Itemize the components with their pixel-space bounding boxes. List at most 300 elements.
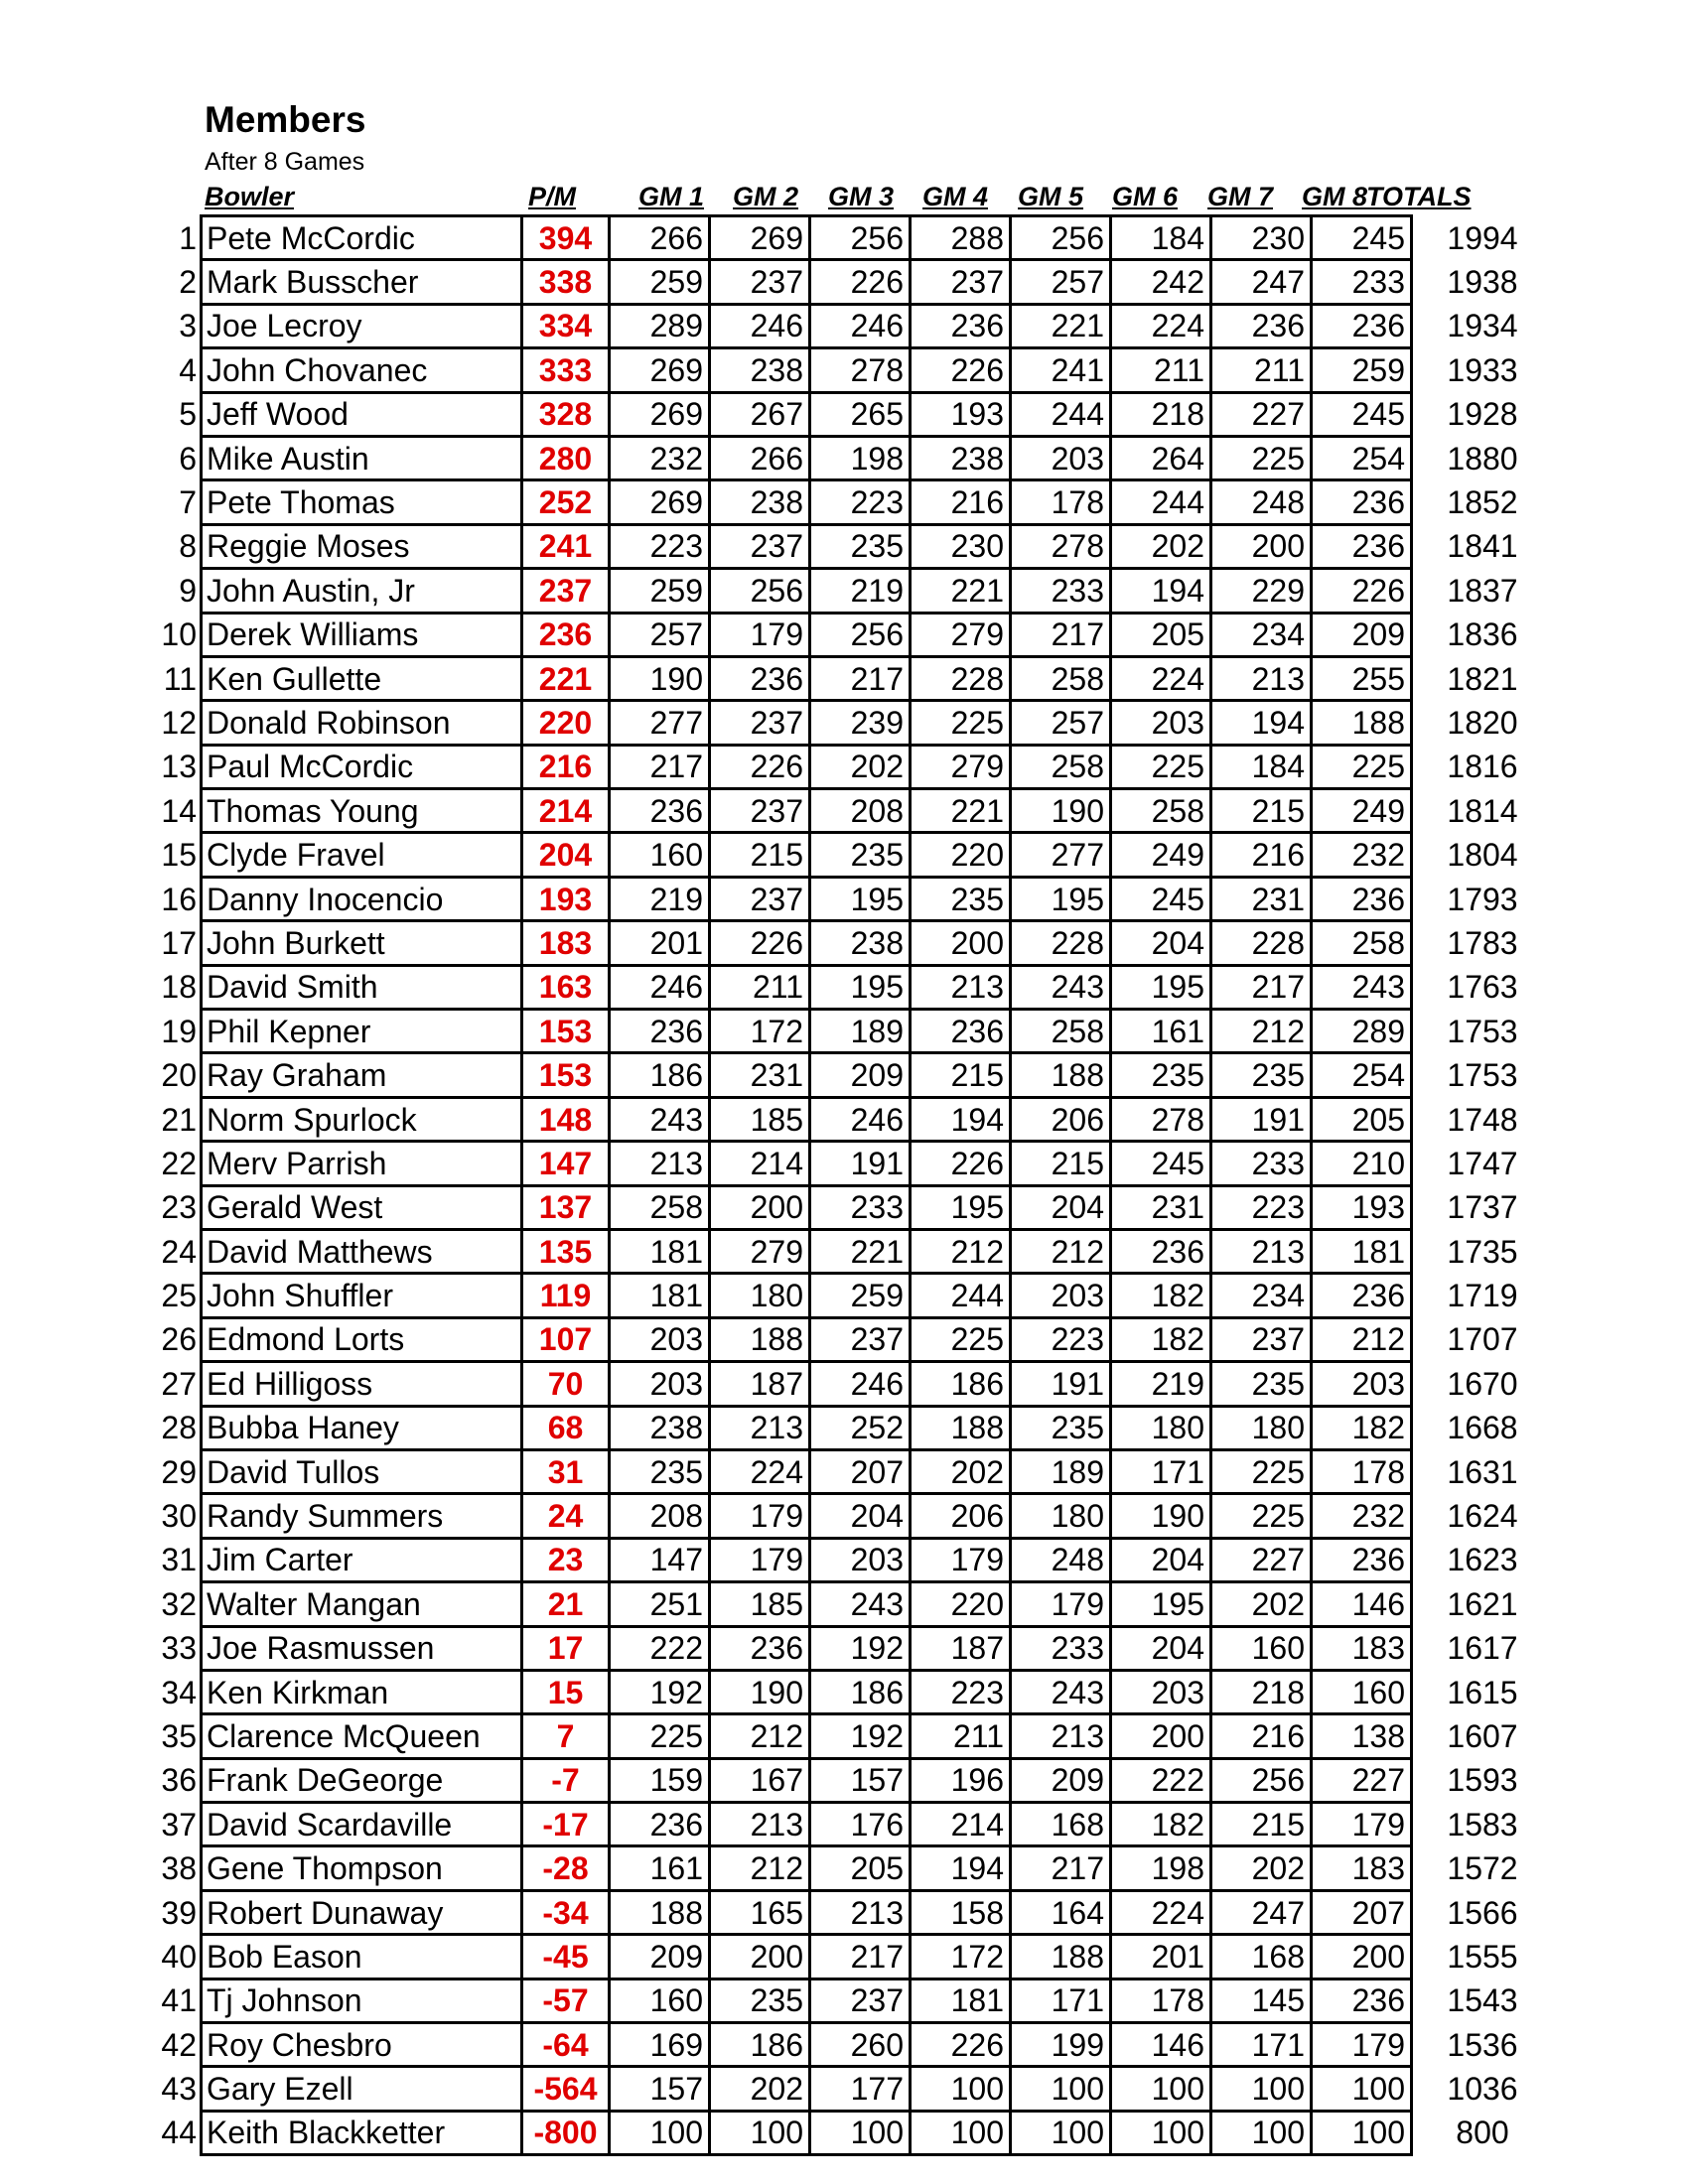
game-7-score-cell: 200: [1211, 524, 1312, 568]
game-5-score-cell: 248: [1011, 1538, 1111, 1581]
game-4-score-cell: 225: [911, 1317, 1011, 1361]
game-8-score-cell: 236: [1312, 1274, 1412, 1317]
game-2-score-cell: 202: [710, 2067, 810, 2111]
game-7-score-cell: 228: [1211, 921, 1312, 965]
rank-cell: 39: [161, 1894, 197, 1931]
game-7-score-cell: 234: [1211, 613, 1312, 656]
game-2-score-cell: 237: [710, 877, 810, 920]
plus-minus-cell: -800: [522, 2111, 610, 2154]
table-row: [147, 1890, 1552, 1934]
bowler-name-cell: Pete Thomas: [202, 480, 522, 524]
game-6-score-cell: 245: [1111, 1142, 1211, 1185]
total-cell: 1934: [1447, 308, 1518, 344]
bowler-name-cell: Gary Ezell: [202, 2067, 522, 2111]
game-4-score-cell: 181: [911, 1979, 1011, 2022]
game-1-score-cell: 159: [610, 1758, 710, 1802]
game-6-score-cell: 204: [1111, 1626, 1211, 1670]
rank-cell: 4: [179, 351, 197, 388]
total-cell: 1543: [1447, 1982, 1518, 2019]
game-6-score-cell: 211: [1111, 348, 1211, 392]
game-5-score-cell: 217: [1011, 613, 1111, 656]
total-cell: 1820: [1447, 704, 1518, 741]
game-6-score-cell: 224: [1111, 1890, 1211, 1934]
game-1-score-cell: 269: [610, 392, 710, 436]
game-8-score-cell: 226: [1312, 569, 1412, 613]
table-row: [147, 348, 1552, 392]
game-1-score-cell: 277: [610, 701, 710, 745]
bowler-name-cell: Keith Blackketter: [202, 2111, 522, 2154]
game-4-score-cell: 279: [911, 613, 1011, 656]
bowler-name-cell: Robert Dunaway: [202, 1890, 522, 1934]
game-8-score-cell: 183: [1312, 1626, 1412, 1670]
game-5-score-cell: 217: [1011, 1846, 1111, 1890]
total-cell: 1737: [1447, 1189, 1518, 1226]
game-3-score-cell: 205: [810, 1846, 911, 1890]
game-8-score-cell: 236: [1312, 877, 1412, 920]
game-1-score-cell: 208: [610, 1494, 710, 1538]
game-7-score-cell: 225: [1211, 1494, 1312, 1538]
game-4-score-cell: 211: [911, 1714, 1011, 1758]
column-header-totals: TOTALS: [1366, 182, 1472, 211]
table-row: [147, 1053, 1552, 1097]
game-6-score-cell: 225: [1111, 745, 1211, 788]
game-2-score-cell: 172: [710, 1010, 810, 1053]
rank-cell: 2: [179, 264, 197, 301]
game-3-score-cell: 177: [810, 2067, 911, 2111]
game-7-score-cell: 212: [1211, 1010, 1312, 1053]
game-2-score-cell: 188: [710, 1317, 810, 1361]
game-8-score-cell: 179: [1312, 2023, 1412, 2067]
game-4-score-cell: 172: [911, 1935, 1011, 1979]
game-8-score-cell: 227: [1312, 1758, 1412, 1802]
table-row: [147, 2111, 1552, 2154]
game-2-score-cell: 256: [710, 569, 810, 613]
total-cell: 1938: [1447, 264, 1518, 301]
plus-minus-cell: 204: [522, 833, 610, 877]
table-row: [147, 524, 1552, 568]
game-8-score-cell: 181: [1312, 1229, 1412, 1273]
game-6-score-cell: 222: [1111, 1758, 1211, 1802]
plus-minus-cell: 241: [522, 524, 610, 568]
bowler-name-cell: Tj Johnson: [202, 1979, 522, 2022]
game-8-score-cell: 236: [1312, 1538, 1412, 1581]
column-header-gm5: GM 5: [1018, 182, 1084, 211]
game-5-score-cell: 257: [1011, 701, 1111, 745]
game-7-score-cell: 145: [1211, 1979, 1312, 2022]
total-cell: 1624: [1447, 1498, 1518, 1535]
column-header-gm4: GM 4: [922, 182, 989, 211]
bowler-name-cell: Phil Kepner: [202, 1010, 522, 1053]
plus-minus-cell: 214: [522, 789, 610, 833]
game-8-score-cell: 193: [1312, 1185, 1412, 1229]
total-cell: 1763: [1447, 969, 1518, 1006]
rank-cell: 16: [161, 881, 197, 917]
plus-minus-cell: 68: [522, 1406, 610, 1449]
game-3-score-cell: 256: [810, 216, 911, 260]
game-2-score-cell: 185: [710, 1582, 810, 1626]
game-1-score-cell: 222: [610, 1626, 710, 1670]
plus-minus-cell: -564: [522, 2067, 610, 2111]
game-6-score-cell: 195: [1111, 965, 1211, 1009]
total-cell: 1566: [1447, 1894, 1518, 1931]
table-row: [147, 304, 1552, 347]
column-header-gm8: GM 8: [1302, 182, 1368, 211]
game-8-score-cell: 207: [1312, 1890, 1412, 1934]
column-header-bowler: Bowler: [205, 182, 295, 211]
game-5-score-cell: 209: [1011, 1758, 1111, 1802]
game-7-score-cell: 247: [1211, 1890, 1312, 1934]
game-4-score-cell: 230: [911, 524, 1011, 568]
game-5-score-cell: 191: [1011, 1362, 1111, 1406]
table-row: [147, 1406, 1552, 1449]
bowler-name-cell: Clyde Fravel: [202, 833, 522, 877]
game-6-score-cell: 182: [1111, 1803, 1211, 1846]
game-1-score-cell: 217: [610, 745, 710, 788]
game-6-score-cell: 203: [1111, 701, 1211, 745]
game-2-score-cell: 237: [710, 701, 810, 745]
column-header-pm: P/M: [528, 182, 577, 211]
bowler-name-cell: Bubba Haney: [202, 1406, 522, 1449]
total-cell: 1631: [1447, 1453, 1518, 1490]
game-5-score-cell: 212: [1011, 1229, 1111, 1273]
game-6-score-cell: 195: [1111, 1582, 1211, 1626]
game-7-score-cell: 100: [1211, 2111, 1312, 2154]
total-cell: 1615: [1447, 1674, 1518, 1710]
column-header-gm7: GM 7: [1207, 182, 1274, 211]
rank-cell: 34: [161, 1674, 197, 1710]
plus-minus-cell: 333: [522, 348, 610, 392]
game-8-score-cell: 212: [1312, 1317, 1412, 1361]
total-cell: 1837: [1447, 572, 1518, 609]
total-cell: 1617: [1447, 1630, 1518, 1667]
bowler-name-cell: Thomas Young: [202, 789, 522, 833]
rank-cell: 35: [161, 1717, 197, 1754]
game-4-score-cell: 212: [911, 1229, 1011, 1273]
game-5-score-cell: 241: [1011, 348, 1111, 392]
rank-cell: 25: [161, 1278, 197, 1314]
game-2-score-cell: 179: [710, 613, 810, 656]
total-cell: 1933: [1447, 351, 1518, 388]
game-3-score-cell: 278: [810, 348, 911, 392]
bowler-name-cell: Derek Williams: [202, 613, 522, 656]
rank-cell: 23: [161, 1189, 197, 1226]
game-7-score-cell: 227: [1211, 1538, 1312, 1581]
game-6-score-cell: 190: [1111, 1494, 1211, 1538]
rank-cell: 38: [161, 1850, 197, 1887]
game-8-score-cell: 146: [1312, 1582, 1412, 1626]
game-6-score-cell: 178: [1111, 1979, 1211, 2022]
game-2-score-cell: 213: [710, 1803, 810, 1846]
game-5-score-cell: 235: [1011, 1406, 1111, 1449]
game-1-score-cell: 235: [610, 1449, 710, 1493]
table-row: [147, 613, 1552, 656]
bowler-name-cell: Reggie Moses: [202, 524, 522, 568]
rank-cell: 7: [179, 484, 197, 521]
plus-minus-cell: 153: [522, 1010, 610, 1053]
game-8-score-cell: 259: [1312, 348, 1412, 392]
game-5-score-cell: 258: [1011, 656, 1111, 700]
rank-cell: 21: [161, 1101, 197, 1138]
game-2-score-cell: 211: [710, 965, 810, 1009]
game-1-score-cell: 251: [610, 1582, 710, 1626]
game-5-score-cell: 228: [1011, 921, 1111, 965]
plus-minus-cell: -64: [522, 2023, 610, 2067]
game-5-score-cell: 178: [1011, 480, 1111, 524]
game-1-score-cell: 225: [610, 1714, 710, 1758]
game-3-score-cell: 243: [810, 1582, 911, 1626]
game-5-score-cell: 188: [1011, 1935, 1111, 1979]
total-cell: 1836: [1447, 616, 1518, 653]
total-cell: 1536: [1447, 2026, 1518, 2063]
game-3-score-cell: 189: [810, 1010, 911, 1053]
total-cell: 1852: [1447, 484, 1518, 521]
game-8-score-cell: 254: [1312, 1053, 1412, 1097]
game-2-score-cell: 267: [710, 392, 810, 436]
game-8-score-cell: 254: [1312, 436, 1412, 479]
plus-minus-cell: 21: [522, 1582, 610, 1626]
game-2-score-cell: 266: [710, 436, 810, 479]
game-2-score-cell: 200: [710, 1185, 810, 1229]
game-5-score-cell: 164: [1011, 1890, 1111, 1934]
total-cell: 1623: [1447, 1542, 1518, 1578]
game-1-score-cell: 259: [610, 569, 710, 613]
plus-minus-cell: 7: [522, 1714, 610, 1758]
game-4-score-cell: 225: [911, 701, 1011, 745]
plus-minus-cell: 17: [522, 1626, 610, 1670]
game-1-score-cell: 203: [610, 1362, 710, 1406]
plus-minus-cell: 216: [522, 745, 610, 788]
game-3-score-cell: 239: [810, 701, 911, 745]
plus-minus-cell: 236: [522, 613, 610, 656]
game-7-score-cell: 216: [1211, 833, 1312, 877]
table-row: [147, 656, 1552, 700]
game-1-score-cell: 209: [610, 1935, 710, 1979]
table-row: [147, 833, 1552, 877]
game-5-score-cell: 199: [1011, 2023, 1111, 2067]
game-2-score-cell: 224: [710, 1449, 810, 1493]
game-3-score-cell: 219: [810, 569, 911, 613]
game-3-score-cell: 226: [810, 260, 911, 304]
total-cell: 1880: [1447, 440, 1518, 477]
column-header-gm6: GM 6: [1112, 182, 1179, 211]
game-2-score-cell: 179: [710, 1538, 810, 1581]
total-cell: 1793: [1447, 881, 1518, 917]
game-7-score-cell: 236: [1211, 304, 1312, 347]
rank-cell: 14: [161, 792, 197, 829]
table-row: [147, 1362, 1552, 1406]
bowler-name-cell: Mark Busscher: [202, 260, 522, 304]
game-5-score-cell: 203: [1011, 436, 1111, 479]
game-7-score-cell: 233: [1211, 1142, 1312, 1185]
game-7-score-cell: 180: [1211, 1406, 1312, 1449]
plus-minus-cell: 221: [522, 656, 610, 700]
game-8-score-cell: 236: [1312, 304, 1412, 347]
rank-cell: 8: [179, 528, 197, 565]
game-4-score-cell: 216: [911, 480, 1011, 524]
bowler-name-cell: Gerald West: [202, 1185, 522, 1229]
game-5-score-cell: 258: [1011, 745, 1111, 788]
game-5-score-cell: 223: [1011, 1317, 1111, 1361]
game-4-score-cell: 238: [911, 436, 1011, 479]
game-3-score-cell: 186: [810, 1670, 911, 1713]
game-6-score-cell: 204: [1111, 921, 1211, 965]
game-6-score-cell: 180: [1111, 1406, 1211, 1449]
column-header-gm3: GM 3: [828, 182, 895, 211]
bowler-name-cell: John Austin, Jr: [202, 569, 522, 613]
rank-cell: 36: [161, 1762, 197, 1799]
rank-cell: 9: [179, 572, 197, 609]
game-5-score-cell: 171: [1011, 1979, 1111, 2022]
game-1-score-cell: 236: [610, 1803, 710, 1846]
game-5-score-cell: 233: [1011, 1626, 1111, 1670]
game-6-score-cell: 100: [1111, 2111, 1211, 2154]
game-3-score-cell: 213: [810, 1890, 911, 1934]
total-cell: 1593: [1447, 1762, 1518, 1799]
game-6-score-cell: 182: [1111, 1274, 1211, 1317]
plus-minus-cell: 24: [522, 1494, 610, 1538]
rank-cell: 1: [179, 219, 197, 256]
rank-cell: 27: [161, 1365, 197, 1402]
game-3-score-cell: 235: [810, 524, 911, 568]
game-4-score-cell: 194: [911, 1097, 1011, 1141]
game-5-score-cell: 243: [1011, 1670, 1111, 1713]
game-6-score-cell: 161: [1111, 1010, 1211, 1053]
table-row: [147, 1494, 1552, 1538]
table-row: [147, 1582, 1552, 1626]
plus-minus-cell: 328: [522, 392, 610, 436]
game-4-score-cell: 279: [911, 745, 1011, 788]
rank-cell: 42: [161, 2026, 197, 2063]
bowler-name-cell: Norm Spurlock: [202, 1097, 522, 1141]
table-row: [147, 2023, 1552, 2067]
rank-cell: 11: [163, 660, 197, 697]
table-row: [147, 701, 1552, 745]
plus-minus-cell: 220: [522, 701, 610, 745]
table-row: [147, 1935, 1552, 1979]
bowler-name-cell: Randy Summers: [202, 1494, 522, 1538]
game-7-score-cell: 213: [1211, 656, 1312, 700]
game-8-score-cell: 258: [1312, 921, 1412, 965]
total-cell: 1928: [1447, 396, 1518, 433]
game-2-score-cell: 238: [710, 348, 810, 392]
game-2-score-cell: 246: [710, 304, 810, 347]
game-7-score-cell: 184: [1211, 745, 1312, 788]
table-row: [147, 1803, 1552, 1846]
game-7-score-cell: 248: [1211, 480, 1312, 524]
game-7-score-cell: 229: [1211, 569, 1312, 613]
game-4-score-cell: 244: [911, 1274, 1011, 1317]
game-7-score-cell: 234: [1211, 1274, 1312, 1317]
game-3-score-cell: 246: [810, 1362, 911, 1406]
game-8-score-cell: 209: [1312, 613, 1412, 656]
game-1-score-cell: 188: [610, 1890, 710, 1934]
game-5-score-cell: 244: [1011, 392, 1111, 436]
bowler-name-cell: Ken Gullette: [202, 656, 522, 700]
rank-cell: 41: [161, 1982, 197, 2019]
game-1-score-cell: 190: [610, 656, 710, 700]
game-2-score-cell: 238: [710, 480, 810, 524]
total-cell: 1707: [1447, 1321, 1518, 1358]
game-2-score-cell: 279: [710, 1229, 810, 1273]
game-2-score-cell: 212: [710, 1714, 810, 1758]
game-6-score-cell: 201: [1111, 1935, 1211, 1979]
game-1-score-cell: 201: [610, 921, 710, 965]
game-7-score-cell: 227: [1211, 392, 1312, 436]
bowler-name-cell: Frank DeGeorge: [202, 1758, 522, 1802]
game-6-score-cell: 245: [1111, 877, 1211, 920]
game-8-score-cell: 138: [1312, 1714, 1412, 1758]
plus-minus-cell: 237: [522, 569, 610, 613]
plus-minus-cell: 183: [522, 921, 610, 965]
rank-cell: 37: [161, 1806, 197, 1843]
plus-minus-cell: -57: [522, 1979, 610, 2022]
total-cell: 1994: [1447, 219, 1518, 256]
game-7-score-cell: 225: [1211, 1449, 1312, 1493]
table-row: [147, 1714, 1552, 1758]
game-8-score-cell: 245: [1312, 392, 1412, 436]
game-3-score-cell: 195: [810, 877, 911, 920]
game-7-score-cell: 194: [1211, 701, 1312, 745]
game-4-score-cell: 226: [911, 1142, 1011, 1185]
game-5-score-cell: 179: [1011, 1582, 1111, 1626]
rank-cell: 33: [161, 1630, 197, 1667]
game-2-score-cell: 215: [710, 833, 810, 877]
table-row: [147, 2067, 1552, 2111]
game-8-score-cell: 179: [1312, 1803, 1412, 1846]
game-4-score-cell: 235: [911, 877, 1011, 920]
bowler-name-cell: David Scardaville: [202, 1803, 522, 1846]
game-2-score-cell: 212: [710, 1846, 810, 1890]
table-row: [147, 1097, 1552, 1141]
plus-minus-cell: 280: [522, 436, 610, 479]
game-1-score-cell: 257: [610, 613, 710, 656]
game-5-score-cell: 221: [1011, 304, 1111, 347]
plus-minus-cell: 15: [522, 1670, 610, 1713]
game-5-score-cell: 190: [1011, 789, 1111, 833]
game-6-score-cell: 218: [1111, 392, 1211, 436]
game-5-score-cell: 180: [1011, 1494, 1111, 1538]
game-7-score-cell: 230: [1211, 216, 1312, 260]
game-5-score-cell: 100: [1011, 2111, 1111, 2154]
table-row: [147, 1670, 1552, 1713]
game-8-score-cell: 205: [1312, 1097, 1412, 1141]
bowler-name-cell: John Burkett: [202, 921, 522, 965]
plus-minus-cell: 137: [522, 1185, 610, 1229]
page-title: Members: [205, 99, 366, 140]
game-7-score-cell: 211: [1211, 348, 1312, 392]
game-6-score-cell: 224: [1111, 304, 1211, 347]
game-4-score-cell: 214: [911, 1803, 1011, 1846]
game-4-score-cell: 226: [911, 2023, 1011, 2067]
game-4-score-cell: 193: [911, 392, 1011, 436]
game-3-score-cell: 204: [810, 1494, 911, 1538]
game-1-score-cell: 246: [610, 965, 710, 1009]
game-8-score-cell: 100: [1312, 2111, 1412, 2154]
game-1-score-cell: 232: [610, 436, 710, 479]
bowler-name-cell: Pete McCordic: [202, 216, 522, 260]
total-cell: 1814: [1447, 792, 1518, 829]
game-7-score-cell: 218: [1211, 1670, 1312, 1713]
game-2-score-cell: 237: [710, 524, 810, 568]
bowler-name-cell: David Tullos: [202, 1449, 522, 1493]
table-row: [147, 1317, 1552, 1361]
game-1-score-cell: 259: [610, 260, 710, 304]
plus-minus-cell: 135: [522, 1229, 610, 1273]
table-row: [147, 921, 1552, 965]
game-8-score-cell: 236: [1312, 524, 1412, 568]
bowler-name-cell: Roy Chesbro: [202, 2023, 522, 2067]
game-7-score-cell: 225: [1211, 436, 1312, 479]
